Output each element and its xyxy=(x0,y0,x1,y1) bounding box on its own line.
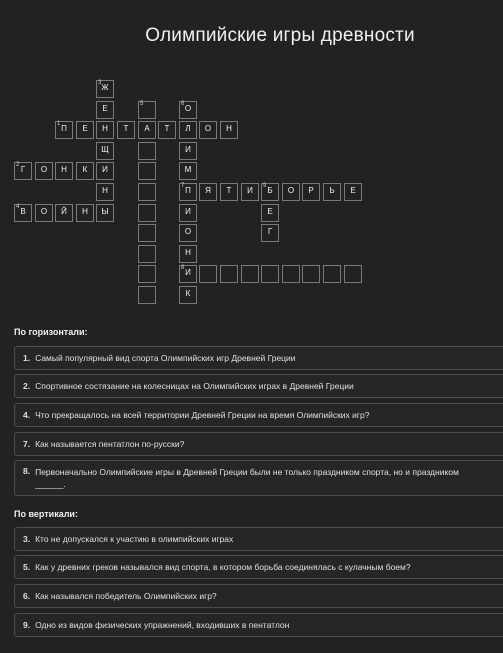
clue-text: Одно из видов физических упражнений, входивших в пентатлон xyxy=(35,620,290,630)
crossword-cell[interactable] xyxy=(261,183,279,201)
cell-letter: Й xyxy=(61,207,67,216)
cell-letter: Ж xyxy=(101,83,109,92)
crossword-cell[interactable] xyxy=(138,142,156,160)
clue-down-6[interactable] xyxy=(14,584,503,608)
crossword-cell[interactable] xyxy=(138,286,156,304)
crossword-cell[interactable] xyxy=(179,101,197,119)
crossword-cell[interactable] xyxy=(14,204,32,222)
crossword-cell[interactable] xyxy=(55,162,73,180)
cell-letter: Е xyxy=(350,186,356,195)
cell-letter: Ь xyxy=(329,186,335,195)
cell-letter: И xyxy=(185,145,191,154)
crossword-cell[interactable] xyxy=(76,204,94,222)
crossword-cell[interactable] xyxy=(261,204,279,222)
cell-letter: Н xyxy=(102,124,108,133)
crossword-cell[interactable] xyxy=(35,162,53,180)
crossword-cell[interactable] xyxy=(261,265,279,283)
clue-across-4[interactable] xyxy=(14,403,503,427)
cell-number: 9 xyxy=(263,183,267,189)
cell-number: 6 xyxy=(181,101,185,107)
crossword-cell[interactable] xyxy=(241,183,259,201)
crossword-cell[interactable] xyxy=(179,162,197,180)
down-section-title: По вертикали: xyxy=(14,509,78,519)
clue-number: 7. xyxy=(23,439,31,449)
cell-letter: Ы xyxy=(101,207,109,216)
cell-letter: Н xyxy=(185,248,191,257)
cell-number: 7 xyxy=(181,183,185,189)
clue-text: Спортивное состязание на колесницах на Олимпийских играх в Древней Греции xyxy=(35,381,354,391)
cell-letter: Т xyxy=(164,124,170,133)
clue-number: 4. xyxy=(23,410,31,420)
cell-letter: О xyxy=(40,207,48,216)
clue-down-5[interactable] xyxy=(14,555,503,579)
cell-letter: О xyxy=(184,104,192,113)
cell-letter: Н xyxy=(82,207,88,216)
cell-letter: П xyxy=(61,124,67,133)
crossword-cell[interactable] xyxy=(199,265,217,283)
clue-number: 3. xyxy=(23,534,31,544)
cell-letter: М xyxy=(184,165,192,174)
cell-letter: Я xyxy=(205,186,211,195)
crossword-cell[interactable] xyxy=(241,265,259,283)
cell-letter: И xyxy=(102,165,108,174)
cell-number: 8 xyxy=(181,265,185,271)
clue-number: 5. xyxy=(23,562,31,572)
crossword-cell[interactable] xyxy=(55,204,73,222)
crossword-cell[interactable] xyxy=(55,121,73,139)
crossword-cell[interactable] xyxy=(96,80,114,98)
crossword-cell[interactable] xyxy=(302,265,320,283)
clue-number: 6. xyxy=(23,591,31,601)
crossword-cell[interactable] xyxy=(76,121,94,139)
crossword-cell[interactable] xyxy=(138,224,156,242)
clue-text: Кто не допускался к участию в олимпийских играх xyxy=(35,534,234,544)
crossword-cell[interactable] xyxy=(302,183,320,201)
crossword-cell[interactable] xyxy=(220,121,238,139)
clue-number: 8. xyxy=(23,466,31,476)
crossword-cell[interactable] xyxy=(138,162,156,180)
crossword-cell[interactable] xyxy=(96,101,114,119)
clue-text: Как назывался победитель Олимпийских игр? xyxy=(35,591,217,601)
cell-letter: Л xyxy=(185,124,191,133)
crossword-cell[interactable] xyxy=(96,121,114,139)
crossword-cell[interactable] xyxy=(138,121,156,139)
cell-letter: Щ xyxy=(101,145,109,154)
cell-letter: Б xyxy=(267,186,273,195)
crossword-cell[interactable] xyxy=(179,286,197,304)
crossword-cell[interactable] xyxy=(138,204,156,222)
crossword-cell[interactable] xyxy=(199,121,217,139)
cell-letter: Н xyxy=(226,124,232,133)
crossword-cell[interactable] xyxy=(179,265,197,283)
cell-letter: Т xyxy=(226,186,232,195)
crossword-cell[interactable] xyxy=(138,245,156,263)
across-section-title: По горизонтали: xyxy=(14,327,88,337)
crossword-cell[interactable] xyxy=(323,265,341,283)
crossword-cell[interactable] xyxy=(220,265,238,283)
cell-number: 1 xyxy=(57,121,61,127)
cell-number: 5 xyxy=(140,101,144,107)
cell-letter: И xyxy=(185,268,191,277)
cell-letter: К xyxy=(185,289,191,298)
crossword-cell[interactable] xyxy=(138,183,156,201)
crossword-cell[interactable] xyxy=(179,183,197,201)
cell-letter: Т xyxy=(123,124,129,133)
cell-letter: В xyxy=(20,207,26,216)
cell-letter: Е xyxy=(102,104,108,113)
clue-text: Самый популярный вид спорта Олимпийских игр Древней Греции xyxy=(35,353,296,363)
crossword-cell[interactable] xyxy=(138,265,156,283)
cell-number: 3 xyxy=(98,80,102,86)
crossword-cell[interactable] xyxy=(76,162,94,180)
cell-letter: К xyxy=(82,165,88,174)
crossword-cell[interactable] xyxy=(344,265,362,283)
cell-letter: Г xyxy=(267,227,273,236)
cell-letter: Е xyxy=(267,207,273,216)
cell-letter: Н xyxy=(61,165,67,174)
crossword-grid xyxy=(0,0,503,320)
crossword-cell[interactable] xyxy=(179,204,197,222)
cell-number: 4 xyxy=(16,204,20,210)
crossword-cell[interactable] xyxy=(179,224,197,242)
crossword-cell[interactable] xyxy=(282,183,300,201)
clue-number: 9. xyxy=(23,620,31,630)
clue-across-7[interactable] xyxy=(14,432,503,456)
clue-text: Как у древних греков назывался вид спорта, в котором борьба соединялась с кулачным боем? xyxy=(35,562,411,572)
clue-across-1[interactable] xyxy=(14,346,503,370)
crossword-cell[interactable] xyxy=(220,183,238,201)
clue-text: Первоначально Олимпийские игры в Древней Греции были не только праздником спорта, но и праздником ______. xyxy=(35,467,459,489)
crossword-cell[interactable] xyxy=(179,142,197,160)
clue-down-3[interactable] xyxy=(14,527,503,551)
cell-letter: О xyxy=(184,227,192,236)
cell-letter: И xyxy=(247,186,253,195)
cell-letter: Р xyxy=(308,186,314,195)
clue-across-8[interactable] xyxy=(14,460,503,496)
crossword-cell[interactable] xyxy=(96,204,114,222)
crossword-cell[interactable] xyxy=(96,142,114,160)
cell-letter: Г xyxy=(20,165,26,174)
clue-down-9[interactable] xyxy=(14,613,503,637)
clue-across-2[interactable] xyxy=(14,374,503,398)
cell-letter: Е xyxy=(82,124,88,133)
clue-number: 2. xyxy=(23,381,31,391)
crossword-cell[interactable] xyxy=(138,101,156,119)
cell-letter: О xyxy=(204,124,212,133)
crossword-cell[interactable] xyxy=(35,204,53,222)
crossword-cell[interactable] xyxy=(344,183,362,201)
clue-text: Что прекращалось на всей территории Древней Греции на время Олимпийских игр? xyxy=(35,410,370,420)
clue-text: Как называется пентатлон по-русски? xyxy=(35,439,185,449)
crossword-cell[interactable] xyxy=(96,183,114,201)
cell-number: 2 xyxy=(16,162,20,168)
crossword-cell[interactable] xyxy=(117,121,135,139)
crossword-cell[interactable] xyxy=(179,121,197,139)
crossword-cell[interactable] xyxy=(261,224,279,242)
crossword-cell[interactable] xyxy=(199,183,217,201)
page-title: Олимпийские игры древности xyxy=(145,25,415,46)
crossword-cell[interactable] xyxy=(96,162,114,180)
cell-letter: И xyxy=(185,207,191,216)
cell-letter: Н xyxy=(102,186,108,195)
crossword-cell[interactable] xyxy=(282,265,300,283)
crossword-cell[interactable] xyxy=(179,245,197,263)
cell-letter: О xyxy=(40,165,48,174)
cell-letter: А xyxy=(144,124,150,133)
clue-number: 1. xyxy=(23,353,31,363)
crossword-cell[interactable] xyxy=(14,162,32,180)
crossword-cell[interactable] xyxy=(158,121,176,139)
cell-letter: О xyxy=(287,186,295,195)
cell-letter: П xyxy=(185,186,191,195)
crossword-cell[interactable] xyxy=(323,183,341,201)
